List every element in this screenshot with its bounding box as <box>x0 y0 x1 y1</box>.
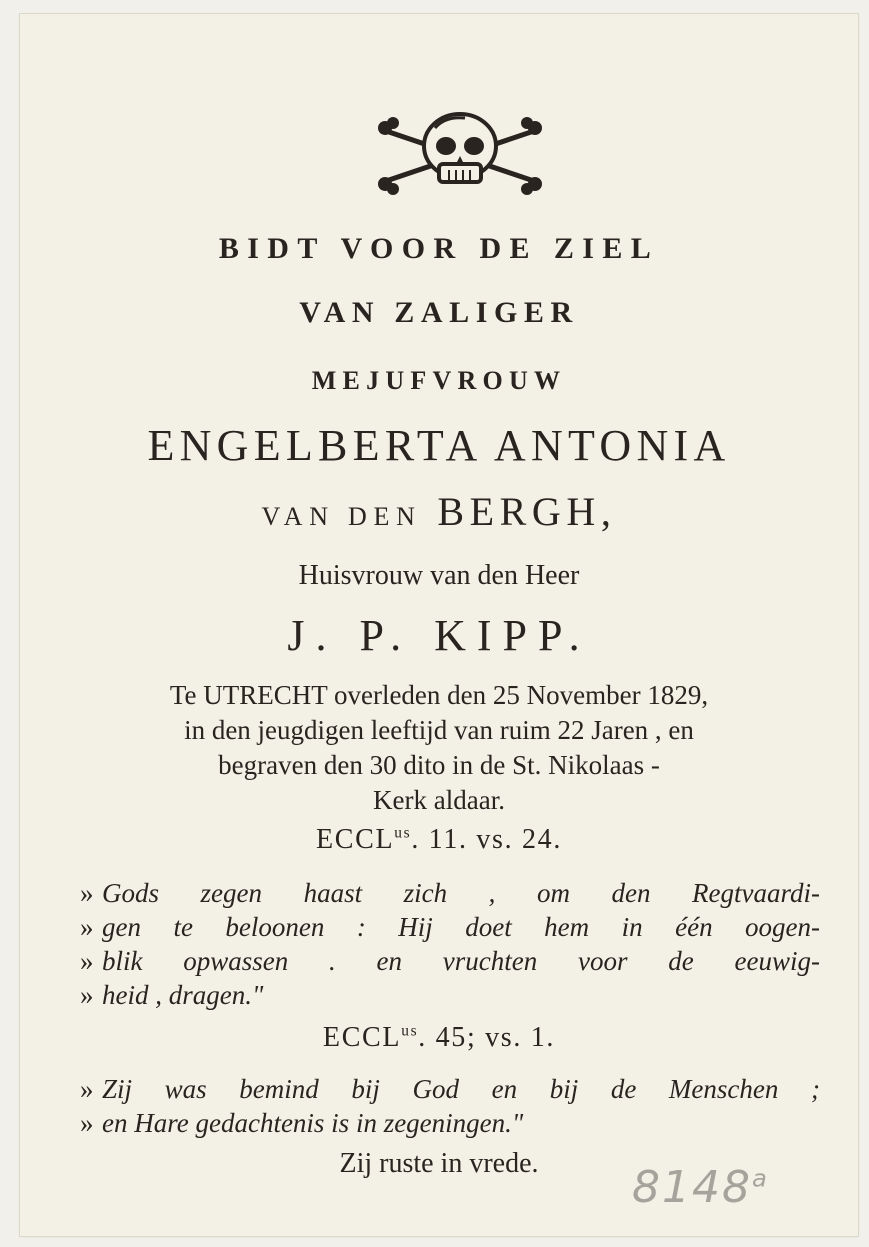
death-notice <box>20 678 858 818</box>
quote-line <box>80 910 820 944</box>
ref-book: ECCL <box>322 1022 402 1053</box>
death-notice-line: Te UTRECHT overleden den 25 November 1829, <box>169 680 709 710</box>
catalog-number-digits: 8148 <box>632 1162 752 1213</box>
death-notice-line: begraven den 30 dito in de St. Nikolaas - <box>218 750 660 780</box>
quote-line <box>80 1072 820 1106</box>
catalog-number-suffix: a <box>751 1164 769 1193</box>
ref-book: ECCL <box>315 824 395 855</box>
quote-line <box>80 876 820 910</box>
quote-text: gen te beloonen : Hij doet hem in één oogen- <box>102 912 820 942</box>
quote-text: en Hare gedachtenis is in zegeningen." <box>102 1108 524 1138</box>
skull-and-crossbones-icon <box>375 106 545 202</box>
deceased-first-names: ENGELBERTA ANTONIA <box>147 421 731 470</box>
quote-mark: » <box>80 912 94 942</box>
title-mejufvrouw: MEJUFVROUW <box>311 366 567 395</box>
ref-verse: . 11. vs. 24. <box>411 824 563 855</box>
ref-superscript: us <box>401 1022 419 1040</box>
deceased-surname <box>20 488 858 535</box>
closing-blessing: Zij ruste in vrede. <box>339 1148 539 1179</box>
quote-text: heid , dragen." <box>102 980 264 1010</box>
quote-text: Gods zegen haast zich , om den Regtvaardi- <box>102 878 820 908</box>
quote-line <box>80 1106 820 1140</box>
quote-mark: » <box>80 980 94 1010</box>
quote-line <box>80 944 820 978</box>
prayer-heading: BIDT VOOR DE ZIEL <box>218 232 660 265</box>
quote-mark: » <box>80 1074 94 1104</box>
scripture-reference-1 <box>20 824 858 856</box>
ref-verse: . 45; vs. 1. <box>418 1022 556 1053</box>
husband-intro: Huisvrouw van den Heer <box>298 560 580 591</box>
surname-main: BERGH, <box>437 489 617 534</box>
husband-name: J. P. KIPP. <box>287 611 591 660</box>
quote-mark: » <box>80 1108 94 1138</box>
scripture-reference-2 <box>20 1022 858 1054</box>
death-notice-line: Kerk aldaar. <box>373 785 505 815</box>
catalog-number <box>632 1162 769 1213</box>
surname-prefix: VAN DEN <box>261 502 422 531</box>
death-notice-line: in den jeugdigen leeftijd van ruim 22 Jaren , en <box>184 715 694 745</box>
memorial-card <box>20 14 858 1236</box>
ref-superscript: us <box>394 824 412 842</box>
quote-mark: » <box>80 878 94 908</box>
prayer-subheading: VAN ZALIGER <box>299 296 579 329</box>
quote-mark: » <box>80 946 94 976</box>
quote-text: Zij was bemind bij God en bij de Menschen ; <box>102 1074 820 1104</box>
quote-line <box>80 978 820 1012</box>
scripture-quote-1 <box>80 876 820 1012</box>
scripture-quote-2 <box>80 1072 820 1140</box>
quote-text: blik opwassen . en vruchten voor de eeuwig- <box>102 946 820 976</box>
